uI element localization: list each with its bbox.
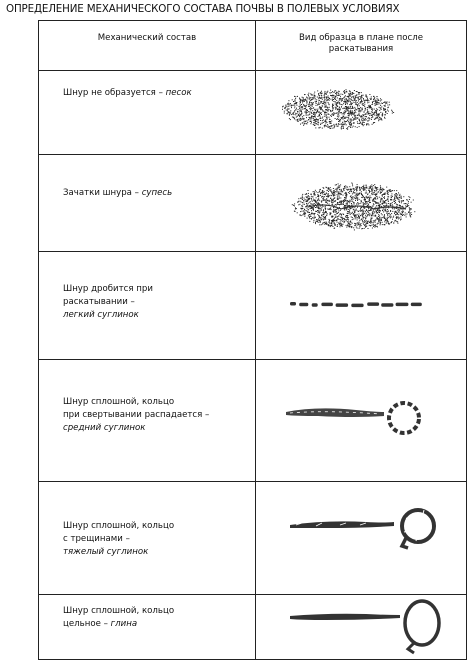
header-sample-view-line2: раскатывания [328,44,394,54]
sample-cell [256,482,467,595]
row-line2: раскатывании – [63,297,135,307]
sample-cell [256,595,467,660]
table-header-row [39,21,467,71]
table-row [39,360,467,482]
row-line2: цельное – [63,619,108,629]
sample-cell [256,252,467,360]
sample-cell [256,360,467,482]
sample-cell [256,155,467,252]
row-line1: Шнур сплошной, кольцо [63,606,175,616]
row-description [39,155,256,252]
soil-name: средний суглинок [63,423,146,433]
row-text: Зачатки шнура – [63,188,139,198]
cord-with-broken-ring-icon [256,360,467,482]
table-row [39,71,467,155]
soil-name: тяжелый суглинок [63,547,149,557]
soil-table [38,20,467,660]
table-row [39,595,467,660]
broken-cord-icon [256,252,467,360]
cord-with-cracked-ring-icon [256,482,467,595]
header-sample-view-line1: Вид образца в плане после [298,33,424,43]
table-row [39,482,467,595]
header-sample-view [256,21,467,71]
sample-cell [256,71,467,155]
header-composition: Механический состав [39,21,256,71]
cord-with-solid-ring-icon [256,595,467,660]
loose-sand-blob-icon [256,71,467,155]
row-line2: при свертывании распадается – [63,410,210,420]
incipient-cord-blob-icon [256,155,467,252]
row-line1: Шнур сплошной, кольцо [63,397,175,407]
soil-name: песок [165,88,192,98]
soil-name: глина [110,619,138,629]
row-description [39,252,256,360]
page-title: ОПРЕДЕЛЕНИЕ МЕХАНИЧЕСКОГО СОСТАВА ПОЧВЫ В ПОЛЕВЫХ УСЛОВИЯХ [6,3,400,15]
row-description [39,360,256,482]
soil-name: легкий суглинок [63,310,139,320]
row-line1: Шнур дробится при [63,284,153,294]
row-line2: с трещинами – [63,534,130,544]
soil-name: супесь [141,188,173,198]
row-text: Шнур не образуется – [63,88,163,98]
table-row [39,252,467,360]
table-row [39,155,467,252]
row-line1: Шнур сплошной, кольцо [63,521,175,531]
row-description [39,482,256,595]
row-description [39,71,256,155]
row-description [39,595,256,660]
